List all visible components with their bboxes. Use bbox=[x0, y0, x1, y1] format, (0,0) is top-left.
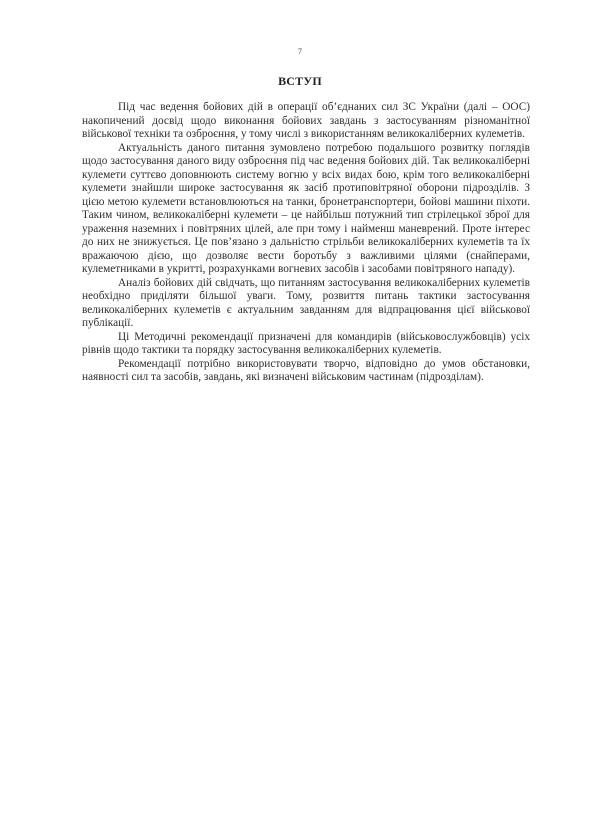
paragraph-intro: Під час ведення бойових дій в операції об’єднаних сил ЗС України (далі – ООС) накопичений досвід щодо виконання бойових завдань з застосуванням різноманітної військової техніки та озброєння, у тому числі з використанням великокаліберних кулеметів. bbox=[82, 101, 530, 140]
page-number: 7 bbox=[298, 47, 302, 56]
paragraph-relevance: Актуальність даного питання зумовлено потребою подальшого розвитку поглядів щодо застосування даного виду озброєння під час ведення бойових дій. Так великокаліберні кулемети суттєво доповнюють систему вогню у всіх видах бою, крім того великокаліберні кулемети знайшли широке застосування як засіб протиповітряної оборони підрозділів. З цією метою кулемети встановлюються на танки, бронетранспортери, бойові машини піхоти. Таким чином, великокаліберні кулемети – це найбільш потужний тип стрілецької зброї для ураження наземних і повітряних цілей, але при тому і найменш маневрений. Проте інтерес до них не знижується. Це пов’язано з дальністю стрільби великокаліберних кулеметів та їх вражаючою дією, що дозволяє вести боротьбу з важливими цілями (снайперами, кулеметниками в укритті, розрахунками вогневих засобів і засобами повітряного нападу). bbox=[82, 141, 530, 275]
paragraph-usage: Рекомендації потрібно використовувати творчо, відповідно до умов обстановки, наявності сил та засобів, завдань, які визначені військовим частинам (підрозділам). bbox=[82, 357, 530, 383]
section-title: ВСТУП bbox=[278, 74, 322, 88]
paragraph-purpose: Ці Методичні рекомендації призначені для командирів (військовослужбовців) усіх рівнів щодо тактики та порядку застосування великокаліберних кулеметів. bbox=[82, 330, 530, 356]
body-text bbox=[82, 101, 530, 385]
paragraph-analysis: Аналіз бойових дій свідчать, що питанням застосування великокаліберних кулеметів необхідно приділяти більшої уваги. Тому, розвиття питань тактики застосування великокаліберних кулеметів є актуальним завданням для відпрацювання цієї військової публікації. bbox=[82, 276, 530, 329]
